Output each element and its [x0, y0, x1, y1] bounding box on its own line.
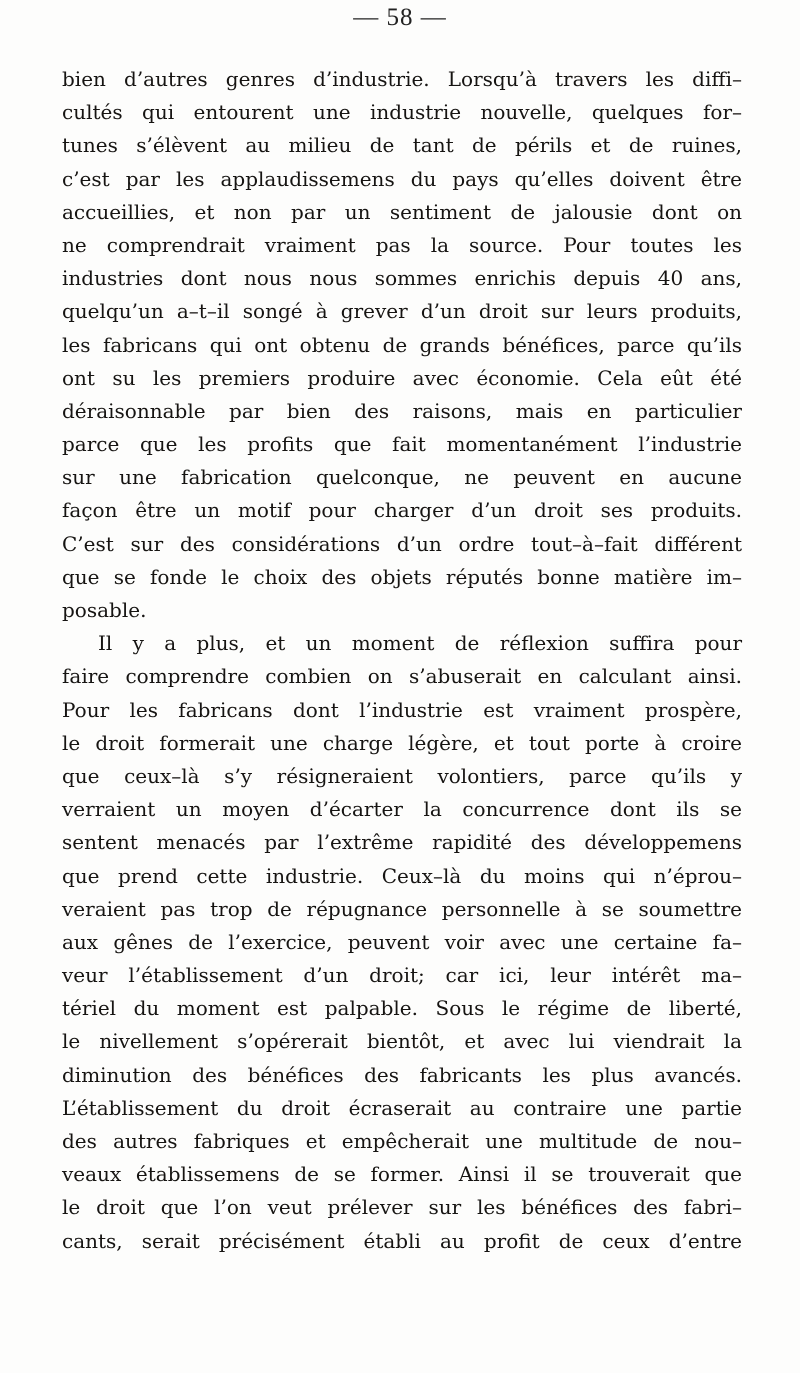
text-line: déraisonnable par bien des raisons, mais en particulier [62, 398, 742, 423]
text-line: tunes s’élèvent au milieu de tant de périls et de ruines, [62, 133, 742, 158]
text-line: les fabricans qui ont obtenu de grands bénéfices, parce qu’ils [62, 332, 742, 357]
text-line: veaux établissemens de se former. Ainsi il se trouverait que [62, 1162, 742, 1187]
text-line: industries dont nous nous sommes enrichis depuis 40 ans, [62, 266, 742, 291]
text-line: que ceux–là s’y résigneraient volontiers, parce qu’ils y [62, 763, 742, 788]
text-line: c’est par les applaudissemens du pays qu’elles doivent être [62, 166, 742, 191]
text-line: sur une fabrication quelconque, ne peuvent en aucune [62, 465, 742, 490]
text-line: parce que les profits que fait momentanément l’industrie [62, 432, 742, 457]
text-line: veur l’établissement d’un droit; car ici, leur intérêt ma– [62, 963, 742, 988]
text-line: quelqu’un a–t–il songé à grever d’un droit sur leurs produits, [62, 299, 742, 324]
text-line: des autres fabriques et empêcherait une multitude de nou– [62, 1129, 742, 1153]
text-line: posable. [62, 598, 147, 622]
text-line: Il y a plus, et un moment de réflexion suffira pour [98, 631, 742, 656]
text-line: ne comprendrait vraiment pas la source. Pour toutes les [62, 232, 742, 257]
text-line: tériel du moment est palpable. Sous le régime de liberté, [62, 996, 742, 1021]
text-line: diminution des bénéfices des fabricants les plus avancés. [62, 1062, 742, 1087]
body-text [62, 63, 742, 1258]
text-line: cultés qui entourent une industrie nouvelle, quelques for– [62, 100, 742, 125]
text-line: le nivellement s’opérerait bientôt, et avec lui viendrait la [62, 1029, 742, 1054]
text-line: ont su les premiers produire avec économie. Cela eût été [62, 365, 742, 390]
text-line: le droit que l’on veut prélever sur les bénéfices des fabri– [62, 1195, 742, 1220]
text-line: veraient pas trop de répugnance personnelle à se soumettre [62, 896, 742, 921]
text-line: L’établissement du droit écraserait au contraire une partie [62, 1095, 742, 1120]
text-line: façon être un motif pour charger d’un droit ses produits. [62, 498, 742, 523]
text-line: sentent menacés par l’extrême rapidité des développemens [62, 830, 742, 855]
text-line: bien d’autres genres d’industrie. Lorsqu’à travers les diffi– [62, 67, 742, 91]
text-line: le droit formerait une charge légère, et tout porte à croire [62, 730, 742, 755]
text-line: cants, serait précisément établi au profit de ceux d’entre [62, 1228, 742, 1253]
text-line: que se fonde le choix des objets réputés bonne matière im– [62, 564, 742, 589]
page-number: — 58 — [353, 4, 447, 31]
text-line: C’est sur des considérations d’un ordre tout–à–fait différent [62, 531, 742, 556]
text-line: aux gênes de l’exercice, peuvent voir avec une certaine fa– [62, 929, 742, 954]
text-line: Pour les fabricans dont l’industrie est vraiment prospère, [62, 697, 742, 722]
text-line: accueillies, et non par un sentiment de jalousie dont on [62, 199, 742, 224]
text-line: faire comprendre combien on s’abuserait en calculant ainsi. [62, 664, 742, 689]
text-line: verraient un moyen d’écarter la concurrence dont ils se [62, 797, 742, 822]
text-line: que prend cette industrie. Ceux–là du moins qui n’éprou– [62, 863, 742, 888]
